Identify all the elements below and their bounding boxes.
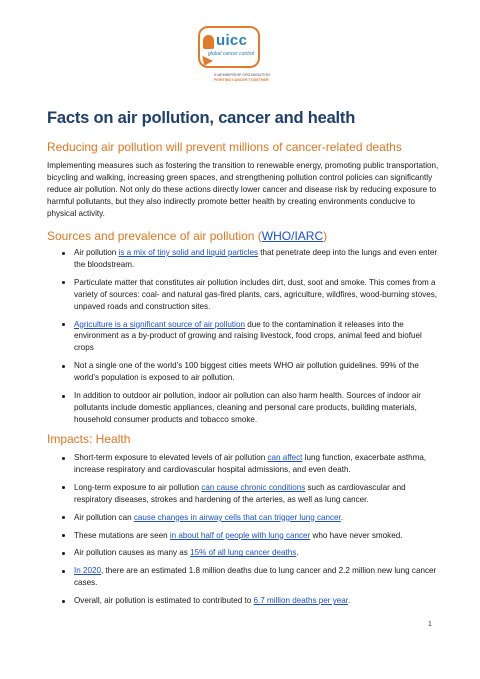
logo-name: uicc bbox=[216, 32, 248, 49]
list-item: Agriculture is a significant source of air pollution due to the contamination it releases into the environment as a by-product of growing and raising livestock, food crops, animal feed and biofuel crops bbox=[47, 319, 439, 355]
list-item: In addition to outdoor air pollution, indoor air pollution can also harm health. Sources of indoor air pollutants include domestic appliances, cleaning and personal care products, building materials, household consumer products and tobacco smoke. bbox=[47, 390, 439, 426]
deaths-per-year-link[interactable]: 6.7 million deaths per year bbox=[253, 596, 348, 606]
awareness-ribbon-icon bbox=[203, 35, 214, 49]
airway-cells-link[interactable]: cause changes in airway cells that can trigger lung cancer bbox=[133, 512, 341, 522]
list-item: Short-term exposure to elevated levels of air pollution can affect lung function, exacerbate asthma, increase respiratory and cardiovascular hospital admissions, and even death. bbox=[47, 452, 439, 476]
page-number: 1 bbox=[428, 621, 432, 628]
logo-member-line: A MEMBERSHIP ORGANISATION bbox=[214, 73, 270, 77]
list-item: These mutations are seen in about half of people with lung cancer who have never smoked. bbox=[47, 530, 439, 542]
list-item: Air pollution causes as many as 15% of all lung cancer deaths. bbox=[47, 547, 439, 559]
half-of-people-link[interactable]: in about half of people with lung cancer bbox=[169, 530, 311, 540]
in-2020-link[interactable]: In 2020 bbox=[74, 566, 102, 576]
logo-member-text bbox=[214, 73, 294, 82]
sources-heading-prefix: Sources and prevalence of air pollution ( bbox=[47, 229, 262, 243]
lung-cancer-deaths-link[interactable]: 15% of all lung cancer deaths bbox=[190, 548, 297, 558]
list-item: Overall, air pollution is estimated to contributed to 6.7 million deaths per year. bbox=[47, 595, 439, 607]
who-iarc-link[interactable]: WHO/IARC bbox=[261, 229, 324, 243]
page-title: Facts on air pollution, cancer and health bbox=[47, 109, 356, 127]
section-heading-sources bbox=[47, 229, 327, 243]
section-heading-impacts: Impacts: Health bbox=[47, 432, 131, 446]
logo-tagline: global cancer control bbox=[208, 51, 255, 57]
list-item: Particulate matter that constitutes air pollution includes dirt, dust, soot and smoke. This comes from a variety of sources: coal- and natural gas-fired plants, cars, agriculture, wildfires, wood-burning stoves, unpaved roads and construction sites. bbox=[47, 277, 439, 313]
section-heading-reducing: Reducing air pollution will prevent millions of cancer-related deaths bbox=[47, 140, 402, 154]
sources-heading-suffix: ) bbox=[323, 229, 328, 243]
list-item: Long-term exposure to air pollution can cause chronic conditions such as cardiovascular and respiratory diseases, strokes and hardening of the arteries, as well as lung cancer. bbox=[47, 482, 439, 506]
chronic-conditions-link[interactable]: can cause chronic conditions bbox=[201, 482, 306, 492]
uicc-logo bbox=[196, 24, 296, 94]
agriculture-link[interactable]: Agriculture is a significant source of air pollution bbox=[74, 319, 245, 329]
can-affect-link[interactable]: can affect bbox=[267, 453, 303, 462]
impacts-list bbox=[47, 452, 439, 613]
sources-list bbox=[47, 247, 439, 432]
intro-paragraph: Implementing measures such as fostering the transition to renewable energy, promoting public transportation, bicycling and walking, increasing green spaces, and strengthening pollution control policies can significantly reduce air pollution. Not only do these actions directly lower cancer and disease risk by reducing exposure to harmful pollutants, but they also indirectly promote better health by creating environments conducive to physical activity. bbox=[47, 161, 439, 218]
logo-member-tagline: FIGHTING CANCER TOGETHER bbox=[214, 77, 269, 82]
list-item: Not a single one of the world’s 100 biggest cities meets WHO air pollution guidelines. 99% of the world’s population is exposed to air pollution. bbox=[47, 360, 439, 384]
list-item: In 2020, there are an estimated 1.8 million deaths due to lung cancer and 2.2 million new lung cancer cases. bbox=[47, 565, 439, 589]
particles-link[interactable]: is a mix of tiny solid and liquid particles bbox=[118, 248, 259, 257]
list-item: Air pollution can cause changes in airway cells that can trigger lung cancer. bbox=[47, 512, 439, 524]
list-item: Air pollution is a mix of tiny solid and liquid particles that penetrate deep into the lungs and even enter the bloodstream. bbox=[47, 247, 439, 271]
